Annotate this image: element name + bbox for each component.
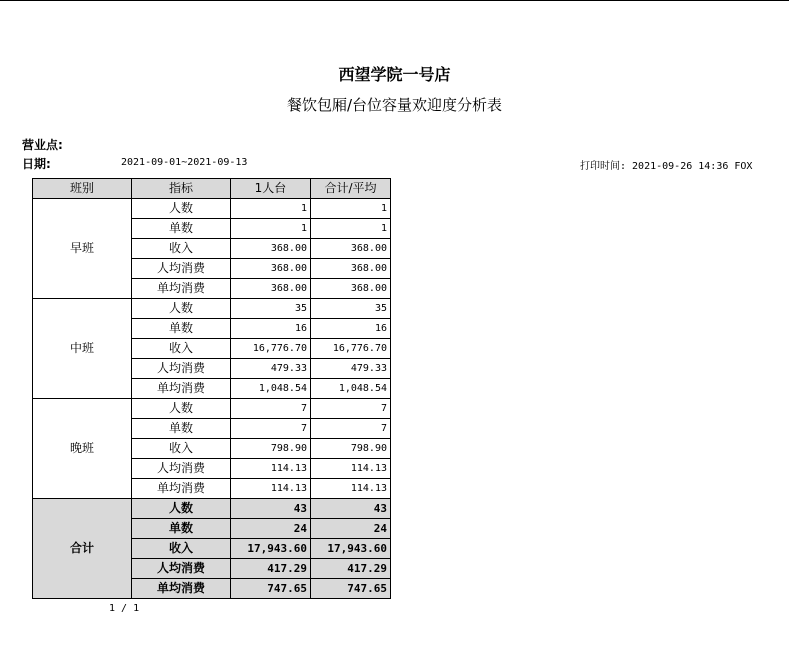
metric-cell: 人数 — [132, 199, 231, 219]
store-name: 西望学院一号店 — [338, 65, 451, 84]
metric-cell: 人均消费 — [132, 559, 231, 579]
header-total-average: 合计/平均 — [311, 179, 391, 199]
one-person-value-cell: 16,776.70 — [231, 339, 311, 359]
one-person-value-cell: 43 — [231, 499, 311, 519]
report-title: 餐饮包厢/台位容量欢迎度分析表 — [286, 96, 503, 114]
one-person-value-cell: 114.13 — [231, 479, 311, 499]
print-time: 打印时间: 2021-09-26 14:36 FOX — [580, 161, 753, 172]
metric-cell: 收入 — [132, 439, 231, 459]
business-point-label: 营业点: — [22, 138, 63, 152]
total-average-value-cell: 368.00 — [311, 279, 391, 299]
one-person-value-cell: 368.00 — [231, 279, 311, 299]
total-average-value-cell: 17,943.60 — [311, 539, 391, 559]
metric-cell: 单均消费 — [132, 479, 231, 499]
metric-cell: 人均消费 — [132, 259, 231, 279]
total-average-value-cell: 7 — [311, 419, 391, 439]
table-row — [33, 199, 391, 219]
one-person-value-cell: 35 — [231, 299, 311, 319]
top-border-line — [0, 0, 789, 1]
one-person-value-cell: 1,048.54 — [231, 379, 311, 399]
report-table — [32, 178, 391, 599]
total-average-value-cell: 1,048.54 — [311, 379, 391, 399]
total-average-value-cell: 114.13 — [311, 459, 391, 479]
total-average-value-cell: 798.90 — [311, 439, 391, 459]
metric-cell: 单数 — [132, 419, 231, 439]
total-average-value-cell: 35 — [311, 299, 391, 319]
one-person-value-cell: 798.90 — [231, 439, 311, 459]
table-header-row — [33, 179, 391, 199]
metric-cell: 单数 — [132, 519, 231, 539]
one-person-value-cell: 7 — [231, 399, 311, 419]
total-average-value-cell: 114.13 — [311, 479, 391, 499]
date-label: 日期: — [22, 157, 51, 171]
one-person-value-cell: 24 — [231, 519, 311, 539]
total-average-value-cell: 1 — [311, 219, 391, 239]
one-person-value-cell: 1 — [231, 219, 311, 239]
one-person-value-cell: 16 — [231, 319, 311, 339]
one-person-value-cell: 417.29 — [231, 559, 311, 579]
metric-cell: 收入 — [132, 539, 231, 559]
metric-cell: 收入 — [132, 339, 231, 359]
total-average-value-cell: 16,776.70 — [311, 339, 391, 359]
total-average-value-cell: 24 — [311, 519, 391, 539]
one-person-value-cell: 1 — [231, 199, 311, 219]
metric-cell: 人均消费 — [132, 459, 231, 479]
table-row — [33, 299, 391, 319]
one-person-value-cell: 17,943.60 — [231, 539, 311, 559]
table-row — [33, 399, 391, 419]
shift-cell: 早班 — [33, 199, 132, 299]
metric-cell: 单数 — [132, 219, 231, 239]
one-person-value-cell: 479.33 — [231, 359, 311, 379]
one-person-value-cell: 368.00 — [231, 259, 311, 279]
table-row — [33, 499, 391, 519]
shift-cell: 中班 — [33, 299, 132, 399]
total-average-value-cell: 1 — [311, 199, 391, 219]
total-average-value-cell: 368.00 — [311, 259, 391, 279]
total-average-value-cell: 7 — [311, 399, 391, 419]
date-range: 2021-09-01~2021-09-13 — [121, 157, 248, 168]
total-average-value-cell: 479.33 — [311, 359, 391, 379]
metric-cell: 人数 — [132, 299, 231, 319]
metric-cell: 单均消费 — [132, 279, 231, 299]
total-average-value-cell: 747.65 — [311, 579, 391, 599]
metric-cell: 单数 — [132, 319, 231, 339]
shift-cell: 晚班 — [33, 399, 132, 499]
header-shift: 班别 — [33, 179, 132, 199]
metric-cell: 人均消费 — [132, 359, 231, 379]
total-average-value-cell: 368.00 — [311, 239, 391, 259]
metric-cell: 人数 — [132, 399, 231, 419]
one-person-value-cell: 7 — [231, 419, 311, 439]
total-average-value-cell: 43 — [311, 499, 391, 519]
total-average-value-cell: 417.29 — [311, 559, 391, 579]
header-one-person-table: 1人台 — [231, 179, 311, 199]
metric-cell: 收入 — [132, 239, 231, 259]
metric-cell: 单均消费 — [132, 579, 231, 599]
metric-cell: 人数 — [132, 499, 231, 519]
header-metric: 指标 — [132, 179, 231, 199]
page-indicator: 1 / 1 — [109, 603, 140, 614]
one-person-value-cell: 747.65 — [231, 579, 311, 599]
one-person-value-cell: 114.13 — [231, 459, 311, 479]
one-person-value-cell: 368.00 — [231, 239, 311, 259]
total-average-value-cell: 16 — [311, 319, 391, 339]
shift-cell: 合计 — [33, 499, 132, 599]
metric-cell: 单均消费 — [132, 379, 231, 399]
